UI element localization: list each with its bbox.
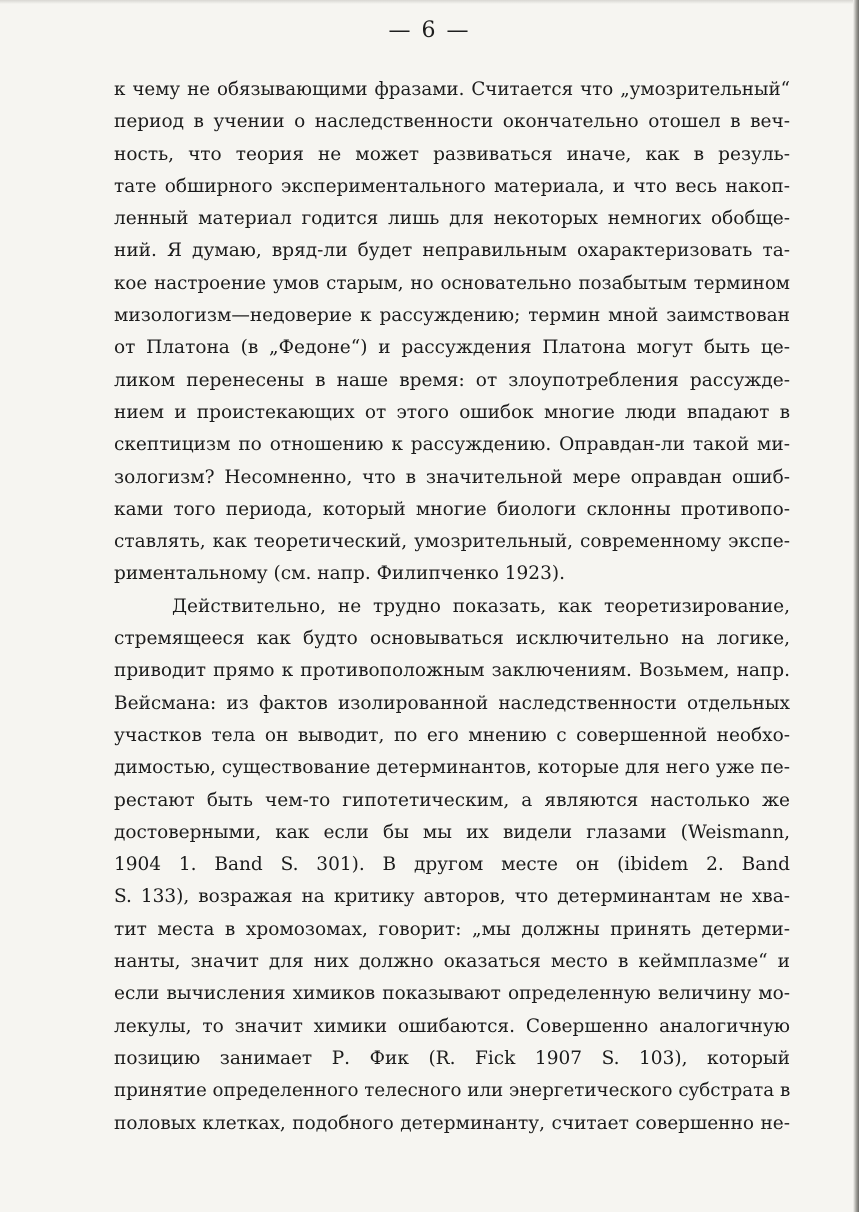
text-line: Вейсмана: из фактов изолированной наследственности отдельных xyxy=(114,692,790,714)
page-top-edge xyxy=(0,0,859,4)
text-line: димостью, существование детерминантов, которые для него уже пе- xyxy=(114,757,790,779)
text-line: нием и проистекающих от этого ошибок многие люди впадают в xyxy=(114,401,790,423)
text-line: достоверными, как если бы мы их видели глазами (Weismann, xyxy=(114,821,790,843)
text-line: ставлять, как теоретический, умозрительный, современному экспе- xyxy=(114,531,790,553)
text-line: лекулы, то значит химики ошибаются. Совершенно аналогичную xyxy=(114,1015,790,1037)
text-line: 1904 1. Band S. 301). В другом месте он (ibidem 2. Band xyxy=(114,854,790,876)
page-number: — 6 — xyxy=(388,18,471,43)
text-line: ликом перенесены в наше время: от злоупотребления рассужде- xyxy=(114,369,790,391)
text-line: кое настроение умов старым, но основательно позабытым термином xyxy=(114,272,790,294)
body-text xyxy=(114,74,790,1140)
text-line: мизологизм—недоверие к рассуждению; термин мной заимствован xyxy=(114,305,790,327)
text-line: нанты, значит для них должно оказаться место в кеймплазме“ и xyxy=(114,951,790,973)
text-line: ний. Я думаю, вряд-ли будет неправильным охарактеризовать та- xyxy=(114,240,790,262)
text-line: S. 133), возражая на критику авторов, что детерминантам не хва- xyxy=(114,886,790,908)
text-line: Действительно, не трудно показать, как теоретизирование, xyxy=(172,595,790,617)
text-line: зологизм? Несомненно, что в значительной мере оправдан ошиб- xyxy=(114,466,790,488)
text-line: если вычисления химиков показывают определенную величину мо- xyxy=(114,983,790,1005)
text-line: половых клетках, подобного детерминанту, считает совершенно не- xyxy=(114,1112,790,1134)
text-line: к чему не обязывающими фразами. Считается что „умозрительный“ xyxy=(114,79,790,100)
page-right-edge xyxy=(853,0,859,1212)
text-line: ками того периода, который многие биологи склонны противопо- xyxy=(114,498,790,520)
text-line: участков тела он выводит, по его мнению с совершенной необхо- xyxy=(114,724,790,746)
text-line: стремящееся как будто основываться исключительно на логике, xyxy=(114,628,790,650)
text-line: скептицизм по отношению к рассуждению. Оправдан-ли такой ми- xyxy=(114,434,790,456)
text-line: ность, что теория не может развиваться иначе, как в резуль- xyxy=(114,143,790,165)
text-line: тате обширного экспериментального материала, и что весь накоп- xyxy=(114,175,790,197)
text-line: позицию занимает Р. Фик (R. Fick 1907 S. 103), который xyxy=(114,1047,790,1069)
text-line: тит места в хромозомах, говорит: „мы должны принять детерми- xyxy=(114,918,790,940)
text-line: от Платона (в „Федоне“) и рассуждения Платона могут быть це- xyxy=(114,337,790,359)
text-line: период в учении о наследственности окончательно отошел в веч- xyxy=(114,111,790,133)
text-line: принятие определенного телесного или энергетического субстрата в xyxy=(114,1080,791,1102)
text-line: приводит прямо к противоположным заключениям. Возьмем, напр. xyxy=(114,660,790,682)
text-line: риментальному (см. напр. Филипченко 1923). xyxy=(114,563,565,585)
text-line: ленный материал годится лишь для некоторых немногих обобще- xyxy=(114,208,790,230)
text-line: рестают быть чем-то гипотетическим, а являются настолько же xyxy=(114,789,790,811)
